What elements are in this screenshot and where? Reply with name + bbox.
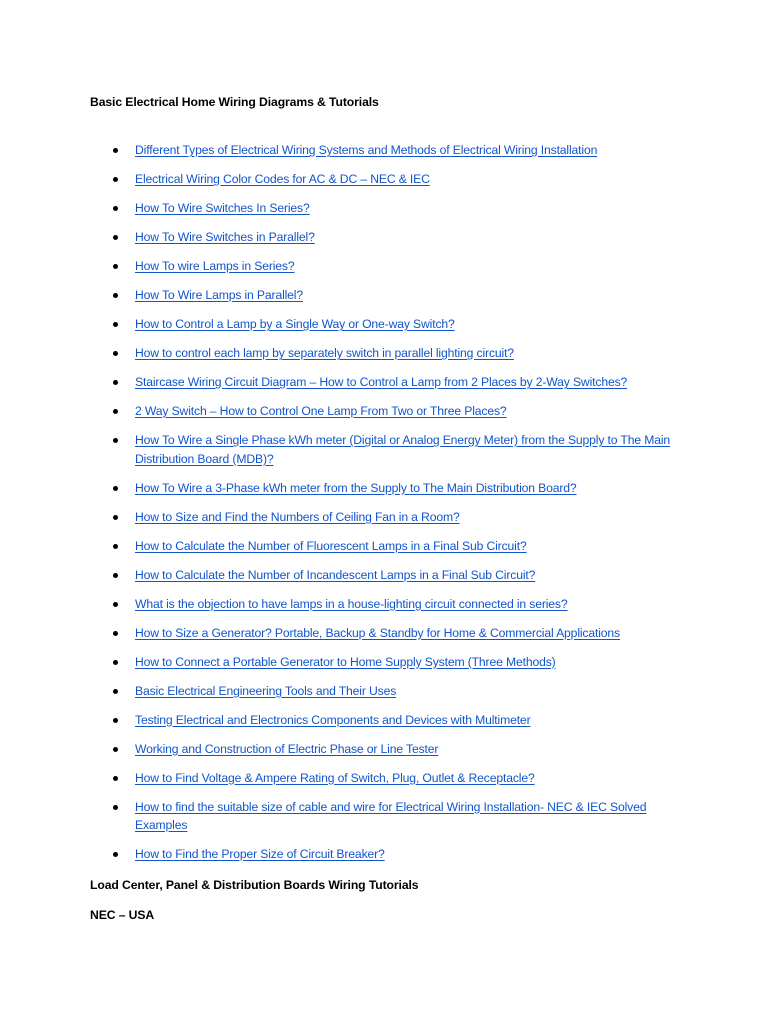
list-item bbox=[0, 798, 680, 835]
tutorial-link[interactable]: Staircase Wiring Circuit Diagram – How to Control a Lamp from 2 Places by 2-Way Switches? bbox=[135, 375, 628, 389]
bullet-icon bbox=[113, 322, 118, 327]
list-item bbox=[0, 845, 680, 864]
list-item bbox=[0, 402, 680, 421]
list-item bbox=[0, 682, 680, 701]
bullet-icon bbox=[113, 177, 118, 182]
bullet-icon bbox=[113, 852, 118, 857]
bullet-icon bbox=[113, 148, 118, 153]
tutorial-link[interactable]: How to find the suitable size of cable and wire for Electrical Wiring Installation- NEC & IEC Solved Examples bbox=[135, 799, 647, 832]
tutorial-link[interactable]: Different Types of Electrical Wiring Systems and Methods of Electrical Wiring Installation bbox=[135, 143, 598, 157]
list-item bbox=[0, 769, 680, 788]
bullet-icon bbox=[113, 805, 118, 810]
bullet-icon bbox=[113, 351, 118, 356]
bullet-icon bbox=[113, 438, 118, 443]
list-item bbox=[0, 740, 680, 759]
bullet-icon bbox=[113, 573, 118, 578]
list-item bbox=[0, 373, 680, 392]
list-item bbox=[0, 537, 680, 556]
bullet-icon bbox=[113, 718, 118, 723]
tutorial-link[interactable]: How To Wire Lamps in Parallel? bbox=[135, 288, 303, 302]
list-item bbox=[0, 257, 680, 276]
tutorial-link[interactable]: How To wire Lamps in Series? bbox=[135, 259, 295, 273]
list-item bbox=[0, 566, 680, 585]
tutorial-link-list bbox=[0, 141, 680, 874]
list-item bbox=[0, 286, 680, 305]
list-item bbox=[0, 508, 680, 527]
bullet-icon bbox=[113, 544, 118, 549]
tutorial-link[interactable]: Testing Electrical and Electronics Components and Devices with Multimeter bbox=[135, 712, 531, 727]
list-item bbox=[0, 624, 680, 643]
list-item bbox=[0, 141, 680, 160]
bullet-icon bbox=[113, 409, 118, 414]
tutorial-link[interactable]: How to Calculate the Number of Fluorescent Lamps in a Final Sub Circuit? bbox=[135, 538, 527, 553]
tutorial-link[interactable]: How To Wire a 3-Phase kWh meter from the Supply to The Main Distribution Board? bbox=[135, 480, 577, 495]
bullet-icon bbox=[113, 660, 118, 665]
list-item bbox=[0, 653, 680, 672]
tutorial-link[interactable]: 2 Way Switch – How to Control One Lamp From Two or Three Places? bbox=[135, 404, 507, 418]
list-item bbox=[0, 228, 680, 247]
bullet-icon bbox=[113, 602, 118, 607]
bullet-icon bbox=[113, 293, 118, 298]
list-item bbox=[0, 199, 680, 218]
tutorial-link[interactable]: What is the objection to have lamps in a house-lighting circuit connected in series? bbox=[135, 596, 568, 611]
list-item bbox=[0, 479, 680, 498]
list-item bbox=[0, 431, 680, 468]
bullet-icon bbox=[113, 689, 118, 694]
tutorial-link[interactable]: How to Find Voltage & Ampere Rating of Switch, Plug, Outlet & Receptacle? bbox=[135, 770, 535, 785]
tutorial-link[interactable]: How to control each lamp by separately switch in parallel lighting circuit? bbox=[135, 346, 514, 360]
tutorial-link[interactable]: How to Calculate the Number of Incandescent Lamps in a Final Sub Circuit? bbox=[135, 567, 536, 582]
tutorial-link[interactable]: How To Wire Switches in Parallel? bbox=[135, 230, 315, 244]
list-item bbox=[0, 170, 680, 189]
bullet-icon bbox=[113, 486, 118, 491]
bullet-icon bbox=[113, 380, 118, 385]
bullet-icon bbox=[113, 235, 118, 240]
tutorial-link[interactable]: How to Connect a Portable Generator to Home Supply System (Three Methods) bbox=[135, 654, 556, 669]
tutorial-link[interactable]: How to Size a Generator? Portable, Backup & Standby for Home & Commercial Applications bbox=[135, 625, 620, 640]
tutorial-link[interactable]: Electrical Wiring Color Codes for AC & DC – NEC & IEC bbox=[135, 172, 430, 186]
tutorial-link[interactable]: Working and Construction of Electric Phase or Line Tester bbox=[135, 741, 439, 756]
bullet-icon bbox=[113, 747, 118, 752]
tutorial-link[interactable]: How To Wire Switches In Series? bbox=[135, 201, 310, 215]
bullet-icon bbox=[113, 776, 118, 781]
tutorial-link[interactable]: How To Wire a Single Phase kWh meter (Digital or Analog Energy Meter) from the Supply to The Main Distribution Board (MDB)? bbox=[135, 433, 671, 466]
bullet-icon bbox=[113, 264, 118, 269]
tutorial-link[interactable]: How to Size and Find the Numbers of Ceiling Fan in a Room? bbox=[135, 509, 460, 524]
section-heading-load-center: Load Center, Panel & Distribution Boards Wiring Tutorials bbox=[90, 878, 419, 892]
list-item bbox=[0, 344, 680, 363]
section-heading-home-wiring: Basic Electrical Home Wiring Diagrams & Tutorials bbox=[90, 95, 379, 109]
tutorial-link[interactable]: How to Find the Proper Size of Circuit Breaker? bbox=[135, 847, 385, 861]
list-item bbox=[0, 595, 680, 614]
list-item bbox=[0, 315, 680, 334]
tutorial-link[interactable]: Basic Electrical Engineering Tools and Their Uses bbox=[135, 683, 397, 698]
bullet-icon bbox=[113, 206, 118, 211]
section-heading-nec-usa: NEC – USA bbox=[90, 908, 155, 922]
list-item bbox=[0, 711, 680, 730]
bullet-icon bbox=[113, 515, 118, 520]
tutorial-link[interactable]: How to Control a Lamp by a Single Way or One-way Switch? bbox=[135, 317, 455, 331]
bullet-icon bbox=[113, 631, 118, 636]
